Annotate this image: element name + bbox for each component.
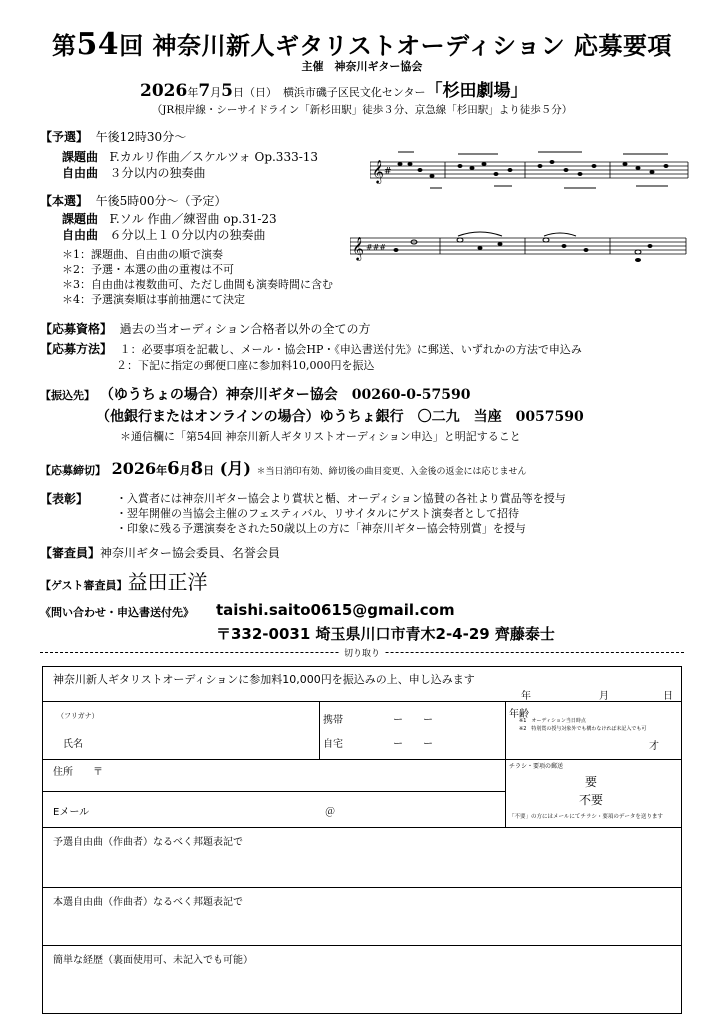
- contact-label: 《問い合わせ・申込書送付先》: [40, 606, 194, 619]
- score-excerpt-sor: [350, 228, 690, 272]
- note-4: ＊4：予選演奏順は事前抽選にて決定: [62, 293, 245, 306]
- mobile-label: 携帯: [323, 715, 343, 726]
- name-label: 氏名: [63, 739, 83, 750]
- award-line-3: ・印象に残る予選演奏をされた50歳以上の方に「神奈川ギター協会特別賞」を授与: [116, 522, 526, 535]
- cut-label: 切り取り: [340, 646, 384, 659]
- form-header: 神奈川新人ギタリストオーディションに参加料10,000円を振込みの上、申し込みます: [53, 673, 475, 686]
- note-1: ＊1：課題曲、自由曲の順で演奏: [62, 248, 223, 261]
- prelim-piece-field[interactable]: [53, 849, 673, 885]
- application-method: 【応募方法】 １：必要事項を記載し、メール・協会HP・《申込書送付先》に郵送、いずれかの方法で申込み: [40, 342, 582, 356]
- flyer-noneed-option[interactable]: 不要: [579, 793, 604, 807]
- address-label: 住所: [53, 767, 73, 778]
- home-phone-field[interactable]: ー ー: [393, 739, 433, 750]
- final-piece-label: 本選自由曲（作曲者）なるべく邦題表記で: [53, 897, 243, 908]
- note-2: ＊2：予選・本選の曲の重複は不可: [62, 263, 234, 276]
- deadline: 【応募締切】 2026年6月8日 (月) ＊当日消印有効、締切後の曲目変更、入金後の返金には応じません: [40, 458, 527, 479]
- guest-judge: 【ゲスト審査員】益田正洋: [40, 570, 208, 594]
- form-date-month: 月: [599, 691, 609, 702]
- note-3: ＊3：自由曲は複数曲可、ただし曲間も演奏時間に含む: [62, 278, 333, 291]
- venue-area: 横浜市磯子区民文化センター: [282, 86, 426, 99]
- contact-email[interactable]: taishi.saito0615@gmail.com: [216, 601, 455, 619]
- judges: 【審査員】神奈川ギター協会委員、名誉会員: [40, 546, 280, 560]
- svg-text:𝄞: 𝄞: [372, 159, 384, 183]
- age-label: 年齢: [509, 709, 529, 720]
- age-note-2: ※2 特別賞の授与対象外でも構わなければ未記入でも可: [519, 726, 647, 732]
- mobile-field[interactable]: ー ー: [393, 715, 433, 726]
- qualification: 【応募資格】 過去の当オーディション合格者以外の全ての方: [40, 322, 371, 336]
- prelim-heading: 【予選】 午後12時30分～: [40, 130, 187, 144]
- age-note-1: ※1 オーディション当日時点: [519, 718, 586, 724]
- event-date: 2026年7月5日（日） 横浜市磯子区民文化センター「杉田劇場」: [140, 81, 528, 101]
- award-line-2: ・翌年開催の当協会主催のフェスティバル、リサイタルにゲスト演奏者として招待: [116, 507, 520, 520]
- final-free-piece: 自由曲 ６分以上１０分以内の独奏曲: [62, 228, 266, 242]
- award-label: 【表彰】: [40, 492, 89, 506]
- final-test-piece: 課題曲 F.ソル 作曲／練習曲 op.31-23: [62, 212, 277, 226]
- contact-address: 〒332-0031 埼玉県川口市青木2-4-29 齊藤泰士: [216, 625, 555, 643]
- career-field[interactable]: [53, 967, 673, 1009]
- application-form: [42, 666, 682, 1014]
- address-field[interactable]: 〒: [93, 767, 103, 778]
- form-date-day: 日: [663, 691, 673, 702]
- svg-text:###: ###: [366, 243, 387, 252]
- access-info: （JR根岸線・シーサイドライン「新杉田駅」徒歩３分、京急線「杉田駅」より徒歩５分）: [151, 104, 573, 116]
- form-date-year: 年: [521, 691, 531, 702]
- score-excerpt-carulli: [370, 148, 690, 192]
- final-heading: 【本選】 午後5時00分～（予定）: [40, 194, 227, 208]
- svg-text:𝄞: 𝄞: [352, 236, 364, 260]
- name-field[interactable]: [93, 727, 313, 751]
- flyer-label: チラシ・要項の郵送: [509, 763, 564, 770]
- flyer-need-option[interactable]: 要: [585, 775, 598, 789]
- application-method-2: ２：下記に指定の郵便口座に参加料10,000円を振込: [116, 359, 375, 372]
- furigana-label: （フリガナ）: [57, 712, 99, 720]
- transfer-account-2: （他銀行またはオンラインの場合）ゆうちょ銀行 〇二九 当座 0057590: [96, 409, 584, 425]
- award-line-1: ・入賞者には神奈川ギター協会より賞状と楯、オーディション協賛の各社より賞品等を授与: [116, 492, 566, 505]
- age-field[interactable]: 才: [649, 741, 659, 752]
- transfer-account-1: 【振込先】 （ゆうちょの場合）神奈川ギター協会 00260-0-57590: [40, 387, 471, 403]
- transfer-note: ＊通信欄に「第54回 神奈川新人ギタリストオーディション申込」と明記すること: [120, 430, 521, 443]
- email-label: Eメール: [53, 807, 90, 818]
- prelim-test-piece: 課題曲 F.カルリ作曲／スケルツォ Op.333-13: [62, 150, 319, 164]
- flyer-note: 「不要」の方にはメールにてチラシ・要項のデータを送ります: [509, 814, 663, 820]
- email-field[interactable]: ＠: [325, 807, 335, 818]
- home-phone-label: 自宅: [323, 739, 343, 750]
- organizer: 主催 神奈川ギター協会: [301, 60, 423, 73]
- venue-name: 「杉田劇場」: [425, 81, 528, 101]
- prelim-free-piece: 自由曲 ３分以内の独奏曲: [62, 166, 206, 180]
- svg-text:#: #: [384, 167, 392, 177]
- final-piece-field[interactable]: [53, 909, 673, 943]
- prelim-piece-label: 予選自由曲（作曲者）なるべく邦題表記で: [53, 837, 243, 848]
- career-label: 簡単な経歴（裏面使用可、未記入でも可能）: [53, 955, 253, 966]
- page-title: 第54回 神奈川新人ギタリストオーディション 応募要項: [51, 27, 673, 62]
